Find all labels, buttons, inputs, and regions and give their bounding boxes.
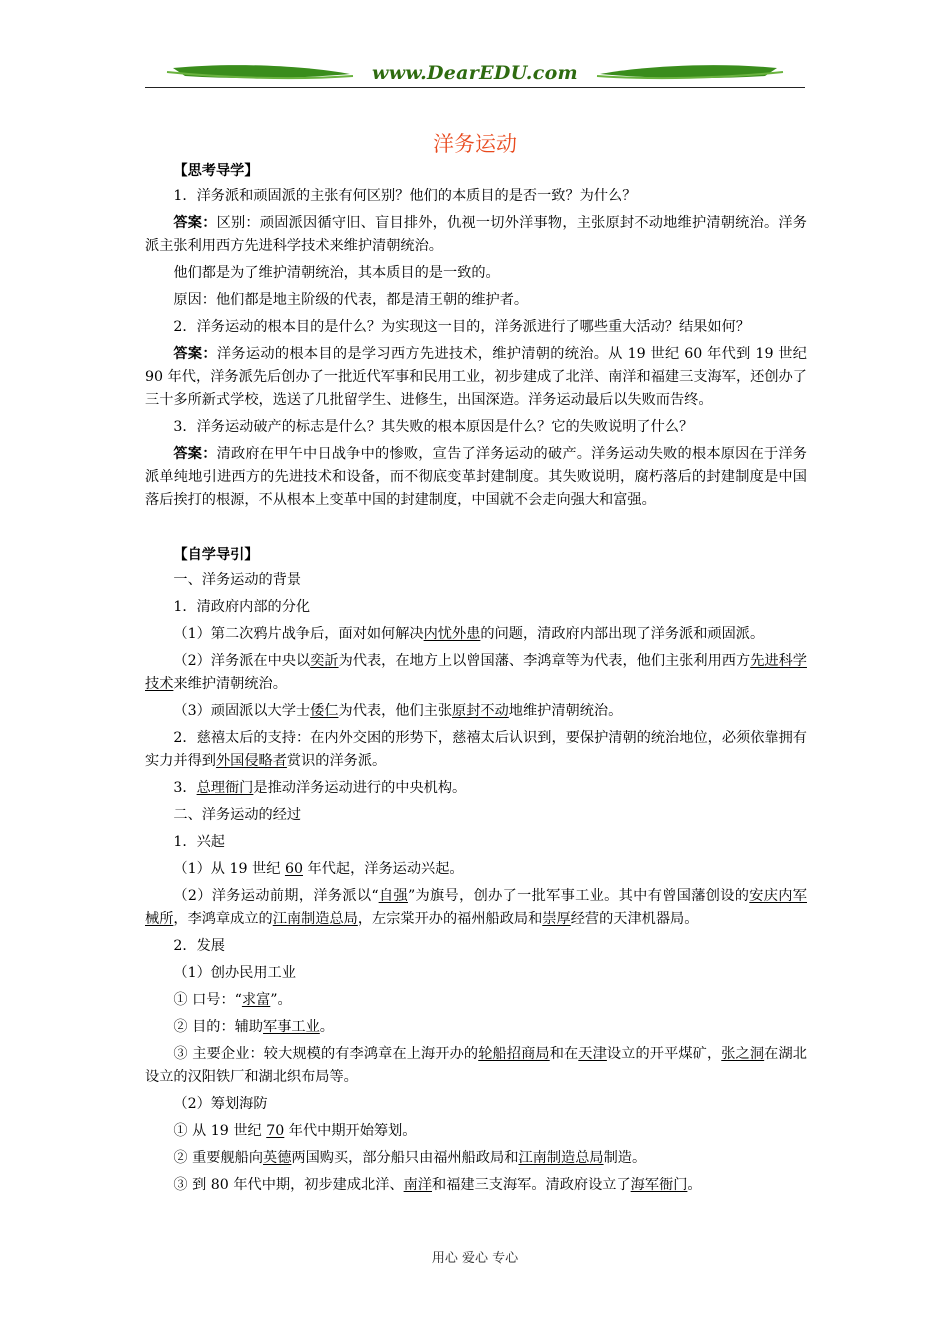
item-coastal-defense: （2）筹划海防 — [173, 1096, 268, 1112]
item-purpose: ② 目的：辅助军事工业。 — [173, 1019, 334, 1035]
item-planning: ① 从 19 世纪 70 年代中期开始筹划。 — [173, 1123, 417, 1139]
answer-2 — [145, 343, 807, 412]
fill-blank: 奕訢 — [310, 653, 339, 669]
item-rise-2: （2）洋务运动前期，洋务派以“自强”为旗号，创办了一批军事工业。其中有曾国藩创设的安庆内军械所，李鸿章成立的江南制造总局，左宗棠开办的福州船政局和崇厚经营的天津机器局。 — [145, 888, 807, 927]
page-footer: 用心 爱心 专心 — [431, 1251, 519, 1266]
fill-blank: 英德 — [263, 1150, 292, 1166]
site-brand: www.DearEDU.com — [372, 62, 578, 84]
subsection-background: 一、洋务运动的背景 — [173, 572, 302, 588]
item-navies: ③ 到 80 年代中期，初步建成北洋、南洋和福建三支海军。清政府设立了海军衙门。 — [173, 1177, 702, 1193]
answer-1 — [145, 212, 807, 258]
answer-text: 区别：顽固派因循守旧、盲目排外，仇视一切外洋事物，主张原封不动地维护清朝统治。洋务派主张利用西方先进科学技术来维护清朝统治。 — [145, 215, 807, 254]
item-division: 1．清政府内部的分化 — [173, 599, 311, 615]
document-body — [145, 160, 807, 1201]
fill-blank: 海军衙门 — [630, 1177, 688, 1193]
fill-blank: 江南制造总局 — [272, 911, 358, 927]
header-rule — [145, 87, 805, 88]
item-slogan: ① 口号：“求富”。 — [173, 992, 292, 1008]
fill-blank: 南洋 — [403, 1177, 432, 1193]
answer-3 — [145, 443, 807, 512]
item-enterprises: ③ 主要企业：较大规模的有李鸿章在上海开办的轮船招商局和在天津设立的开平煤矿，张之洞在湖北设立的汉阳铁厂和湖北织布局等。 — [145, 1046, 807, 1085]
question-2: 2．洋务运动的根本目的是什么？为实现这一目的，洋务派进行了哪些重大活动？结果如何？ — [173, 319, 750, 335]
item-civil-industry: （1）创办民用工业 — [173, 965, 296, 981]
item-cixi-support: 2．慈禧太后的支持：在内外交困的形势下，慈禧太后认识到，要保护清朝的统治地位，必须依靠拥有实力并得到外国侵略者赏识的洋务派。 — [145, 730, 807, 769]
item-zongli-yamen: 3．总理衙门是推动洋务运动进行的中央机构。 — [173, 780, 467, 796]
fill-blank: 崇厚 — [542, 911, 571, 927]
fill-blank: 江南制造总局 — [518, 1150, 604, 1166]
fill-blank: 自强 — [378, 888, 408, 904]
answer-text: 洋务运动的根本目的是学习西方先进技术，维护清朝的统治。从 19 世纪 60 年代到 19 世纪 90 年代，洋务派先后创办了一批近代军事和民用工业，初步建成了北洋、南洋和福建三支海军，还创办了三十多所新式学校，选送了几批留学生、进修生，出国深造。洋务运动最后以失败而告终。 — [145, 346, 807, 408]
fill-blank: 天津 — [578, 1046, 607, 1062]
answer-1-paragraph-3: 原因：他们都是地主阶级的代表，都是清王朝的维护者。 — [173, 292, 529, 308]
item-1-1: （1）第二次鸦片战争后，面对如何解决内忧外患的问题，清政府内部出现了洋务派和顽固派。 — [173, 626, 765, 642]
answer-label: 答案： — [173, 346, 217, 362]
fill-blank: 先进科学技术 — [145, 653, 807, 692]
fill-blank: 张之洞 — [721, 1046, 765, 1062]
section-heading-selfstudy: 【自学导引】 — [173, 547, 259, 563]
fill-blank: 求富 — [241, 992, 271, 1008]
fill-blank: 外国侵略者 — [215, 753, 287, 769]
item-warships: ② 重要舰船向英德两国购买，部分船只由福州船政局和江南制造总局制造。 — [173, 1150, 647, 1166]
fill-blank: 内忧外患 — [423, 626, 481, 642]
fill-blank: 总理衙门 — [196, 780, 254, 796]
item-rise-1: （1）从 19 世纪 60 年代起，洋务运动兴起。 — [173, 861, 464, 877]
answer-label: 答案： — [173, 215, 217, 231]
item-development: 2．发展 — [173, 938, 225, 954]
section-heading-thinking: 【思考导学】 — [173, 163, 259, 179]
fill-blank: 轮船招商局 — [478, 1046, 550, 1062]
fill-blank: 原封不动 — [452, 703, 509, 719]
answer-label: 答案： — [173, 446, 217, 462]
answer-1-paragraph-2: 他们都是为了维护清朝统治，其本质目的是一致的。 — [173, 265, 500, 281]
subsection-process: 二、洋务运动的经过 — [173, 807, 302, 823]
fill-blank: 军事工业 — [263, 1019, 320, 1035]
item-rise: 1．兴起 — [173, 834, 225, 850]
answer-text: 清政府在甲午中日战争中的惨败，宣告了洋务运动的破产。洋务运动失败的根本原因在于洋务派单纯地引进西方的先进技术和设备，而不彻底变革封建制度。其失败说明，腐朽落后的封建制度是中国落后挨打的根源，不从根本上变革中国的封建制度，中国就不会走向强大和富强。 — [145, 446, 807, 508]
fill-blank: 60 — [284, 861, 303, 877]
fill-blank: 倭仁 — [310, 703, 339, 719]
question-3: 3．洋务运动破产的标志是什么？其失败的根本原因是什么？它的失败说明了什么？ — [173, 419, 694, 435]
item-1-2: （2）洋务派在中央以奕訢为代表，在地方上以曾国藩、李鸿章等为代表，他们主张利用西方先进科学技术来维护清朝统治。 — [145, 653, 807, 692]
item-1-3: （3）顽固派以大学士倭仁为代表，他们主张原封不动地维护清朝统治。 — [173, 703, 623, 719]
page-title: 洋务运动 — [433, 132, 517, 156]
fill-blank: 安庆内军械所 — [145, 888, 807, 927]
question-1: 1．洋务派和顽固派的主张有何区别？他们的本质目的是否一致？为什么？ — [173, 188, 637, 204]
fill-blank: 70 — [266, 1123, 285, 1139]
